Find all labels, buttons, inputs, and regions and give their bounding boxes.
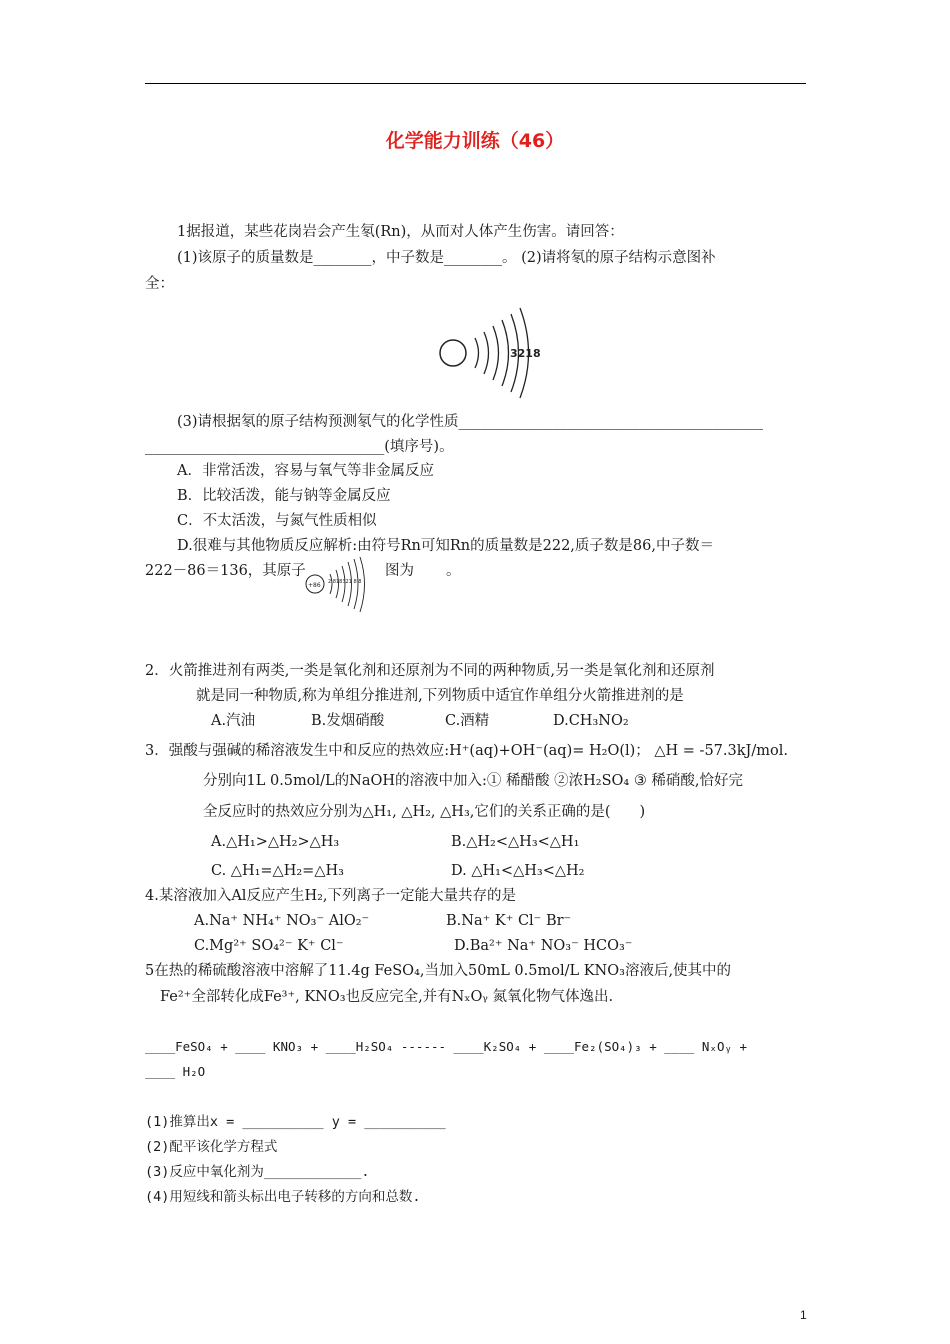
q5-line2: Fe²⁺全部转化成Fe³⁺, KNO₃也反应完全,并有NₓOᵧ 氮氧化物气体逸出.	[160, 989, 614, 1005]
q1-part3: (3)请根据氡的原子结构预测氡气的化学性质__________________________________________	[177, 414, 764, 430]
q1-intro: 1据报道，某些花岗岩会产生氡(Rn)，从而对人体产生伤害。请回答：	[177, 224, 624, 240]
q1-option-d: D.很难与其他物质反应解析:由符号Rn可知Rn的质量数是222,质子数是86,中子数＝	[177, 538, 714, 554]
q4-option-a: A.Na⁺ NH₄⁺ NO₃⁻ AlO₂⁻	[194, 913, 370, 929]
q2-option-b: B.发烟硝酸	[311, 713, 385, 729]
nucleus-label: +86	[308, 582, 321, 589]
q1-part3-cont: _________________________________(填序号)。	[145, 439, 454, 455]
q2-line2: 就是同一种物质,称为单组分推进剂,下列物质中适宜作单组分火箭推进剂的是	[196, 688, 684, 704]
q3-option-c: C. △H₁=△H₂=△H₃	[211, 863, 344, 879]
q5-subquestion-3: (3)反应中氧化剂为____________.	[145, 1164, 370, 1180]
q5-equation-line1: ____FeSO₄ + ____ KNO₃ + ____H₂SO₄ ------ ____K₂SO₄ + ____Fe₂(SO₄)₃ + ____ NₓOᵧ +	[145, 1039, 748, 1054]
q1-answer-line-a: 222－86＝136，其原子	[145, 563, 306, 579]
q4-option-c: C.Mg²⁺ SO₄²⁻ K⁺ Cl⁻	[194, 938, 344, 954]
q4-option-b: B.Na⁺ K⁺ Cl⁻ Br⁻	[446, 913, 572, 929]
q5-subquestion-4: (4)用短线和箭头标出电子转移的方向和总数.	[145, 1189, 421, 1205]
q3-line2: 分别向1L 0.5mol/L的NaOH的溶液中加入:① 稀醋酸 ②浓H₂SO₄ ③ 稀硝酸,恰好完	[203, 773, 744, 789]
q2-option-a: A.汽油	[211, 713, 256, 729]
q2-line1: 2．火箭推进剂有两类,一类是氧化剂和还原剂为不同的两种物质,另一类是氧化剂和还原剂	[145, 663, 715, 679]
q3-option-b: B.△H₂<△H₃<△H₁	[451, 834, 580, 850]
q3-line1: 3．强酸与强碱的稀溶液发生中和反应的热效应:H⁺(aq)+OH⁻(aq)= H₂O(l)； △H = -57.3kJ/mol.	[145, 743, 788, 759]
q1-option-b: B．比较活泼，能与钠等金属反应	[177, 488, 391, 504]
q1-option-c: C．不太活泼，与氮气性质相似	[177, 513, 377, 529]
page-number: 1	[800, 1308, 807, 1322]
q3-option-d: D. △H₁<△H₃<△H₂	[451, 863, 585, 879]
q4-line1: 4.某溶液加入Al反应产生H₂,下列离子一定能大量共存的是	[145, 888, 517, 904]
radon-structure-answer-diagram	[303, 556, 375, 614]
q5-subquestion-1: (1)推算出x = __________ y = __________	[145, 1114, 446, 1130]
q5-line1: 5在热的稀硫酸溶液中溶解了11.4g FeSO₄,当加入50mL 0.5mol/L KNO₃溶液后,使其中的	[145, 963, 732, 979]
shell-numbers: 2 818321 8 8	[328, 579, 362, 585]
header-rule	[145, 83, 806, 84]
radon-structure-diagram	[430, 300, 560, 400]
diagram-label: 3218	[510, 347, 541, 360]
q1-option-a: A．非常活泼，容易与氧气等非金属反应	[177, 463, 434, 479]
q2-option-c: C.酒精	[445, 713, 490, 729]
q5-equation-line2: ____ H₂O	[145, 1064, 206, 1079]
q3-option-a: A.△H₁>△H₂>△H₃	[211, 834, 340, 850]
q1-part1-cont: 全：	[145, 276, 174, 292]
q4-option-d: D.Ba²⁺ Na⁺ NO₃⁻ HCO₃⁻	[454, 938, 633, 954]
q2-option-d: D.CH₃NO₂	[553, 713, 629, 729]
q3-line3: 全反应时的热效应分别为△H₁, △H₂, △H₃,它们的关系正确的是( )	[203, 804, 646, 820]
q1-part1: (1)该原子的质量数是________，中子数是________。 (2)请将氡的原子结构示意图补	[177, 250, 716, 266]
q1-answer-line-c: 。	[446, 563, 461, 579]
q1-answer-line-b: 图为	[385, 563, 414, 579]
page-title: 化学能力训练（46）	[385, 130, 565, 152]
q5-subquestion-2: (2)配平该化学方程式	[145, 1139, 278, 1155]
